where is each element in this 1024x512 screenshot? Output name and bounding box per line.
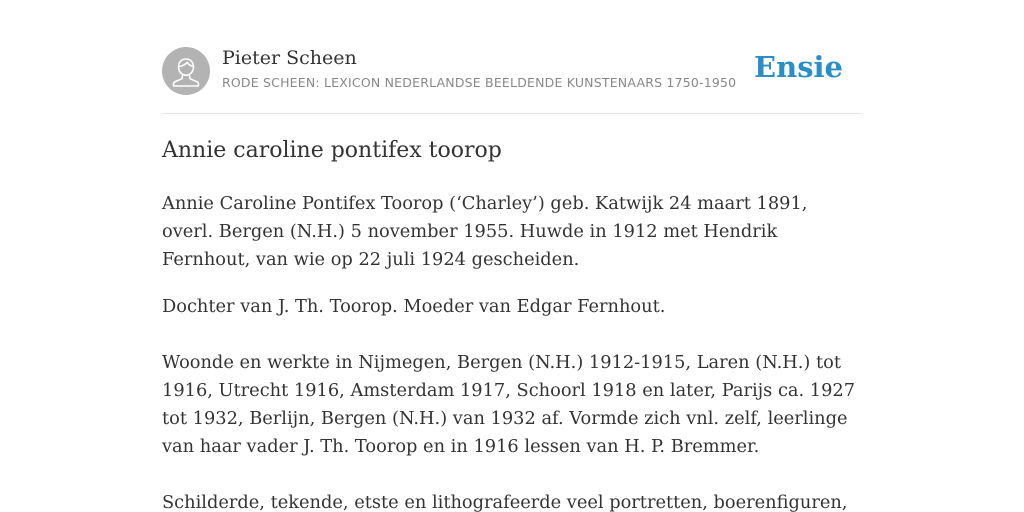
article-header: [162, 46, 862, 96]
article-title: Annie caroline pontifex toorop: [162, 138, 502, 163]
article-paragraph: Schilderde, tekende, etste en lithografeerde veel portretten, boerenfiguren,: [162, 492, 848, 512]
author-name[interactable]: Pieter Scheen: [222, 47, 357, 69]
article-card: [162, 0, 862, 512]
user-avatar-icon[interactable]: [162, 47, 210, 95]
ensie-logo[interactable]: Ensie: [754, 50, 843, 84]
source-label[interactable]: RODE SCHEEN: LEXICON NEDERLANDSE BEELDENDE KUNSTENAARS 1750-1950: [222, 75, 737, 90]
article-paragraph: Dochter van J. Th. Toorop. Moeder van Edgar Fernhout.: [162, 296, 666, 317]
article-body: [162, 190, 862, 512]
header-divider: [162, 113, 862, 114]
article-paragraph: Woonde en werkte in Nijmegen, Bergen (N.H.) 1912-1915, Laren (N.H.) tot 1916, Utrecht 1916, Amsterdam 1917, Schoorl 1918 en later, Parijs ca. 1927 tot 1932, Berlijn, Bergen (N.H.) van 1932 af. Vormde zich vnl. zelf, leerlinge van haar vader J. Th. Toorop en in 1916 lessen van H. P. Bremmer.: [162, 352, 856, 457]
article-paragraph: Annie Caroline Pontifex Toorop (‘Charley’) geb. Katwijk 24 maart 1891, overl. Bergen (N.H.) 5 november 1955. Huwde in 1912 met Hendrik Fernhout, van wie op 22 juli 1924 gescheiden.: [162, 193, 808, 270]
